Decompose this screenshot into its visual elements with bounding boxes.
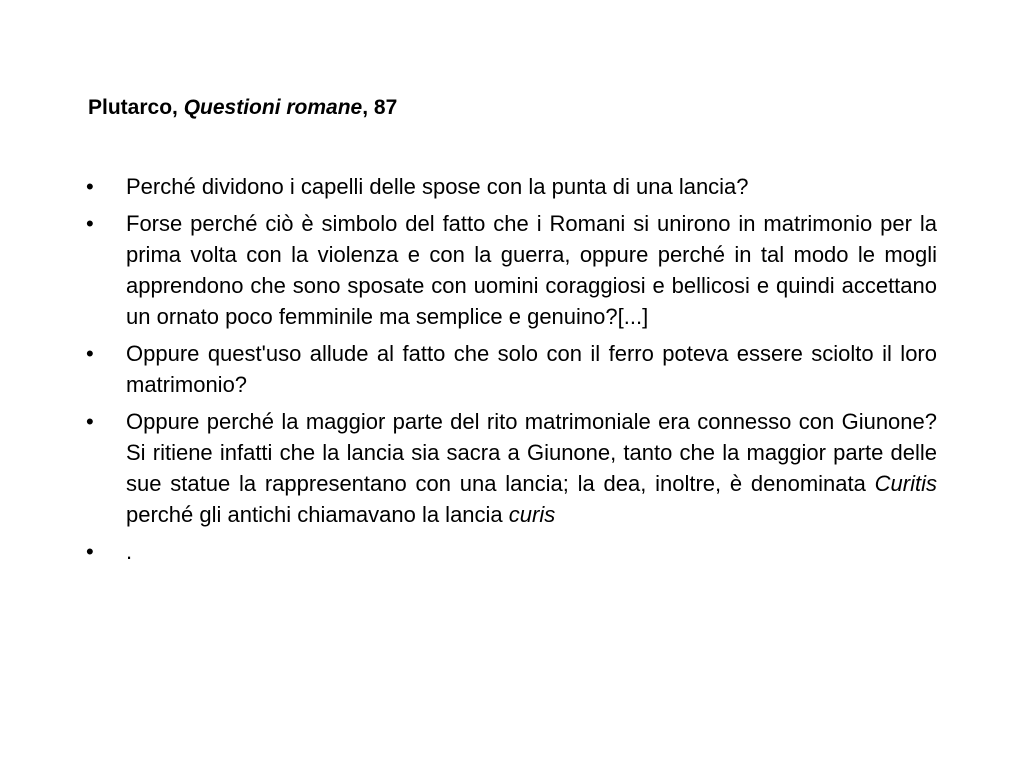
bullet-list xyxy=(86,171,937,573)
bullet-text: . xyxy=(126,539,133,564)
title-work: Questioni romane xyxy=(183,96,363,119)
italic-term-curitis: Curitis xyxy=(874,471,937,496)
bullet-dot: • xyxy=(86,174,94,199)
bullet-dot: • xyxy=(86,211,94,236)
bullet-item xyxy=(86,536,937,567)
bullet-text: Forse perché ciò è simbolo del fatto che i Romani si unirono in matrimonio per la prima volta con la violenza e con la guerra, oppure perché in tal modo le mogli apprendono che sono sposate con uomini coraggiosi e bellicosi e quindi accettano un ornato poco femminile ma semplice e genuino?[...] xyxy=(126,211,937,329)
bullet-item xyxy=(86,208,937,332)
bullet-dot: • xyxy=(86,539,94,564)
bullet-dot: • xyxy=(86,409,94,434)
title-author: Plutarco, xyxy=(88,96,178,119)
bullet-text: Oppure perché la maggior parte del rito matrimoniale era connesso con Giunone? Si ritiene infatti che la lancia sia sacra a Giunone, tanto che la maggior parte delle sue statue la rappresentano con una lancia; la dea, inoltre, è denominata xyxy=(126,409,937,496)
bullet-text: Oppure quest'uso allude al fatto che solo con il ferro poteva essere sciolto il loro matrimonio? xyxy=(126,341,937,397)
bullet-dot: • xyxy=(86,341,94,366)
bullet-item xyxy=(86,171,937,202)
slide-title xyxy=(88,94,397,122)
italic-term-curis: curis xyxy=(508,502,556,527)
bullet-item xyxy=(86,338,937,400)
bullet-text: Perché dividono i capelli delle spose con la punta di una lancia? xyxy=(126,174,749,199)
bullet-item xyxy=(86,406,937,530)
title-rest: , 87 xyxy=(362,96,398,119)
bullet-text-continued: perché gli antichi chiamavano la lancia xyxy=(126,502,509,527)
